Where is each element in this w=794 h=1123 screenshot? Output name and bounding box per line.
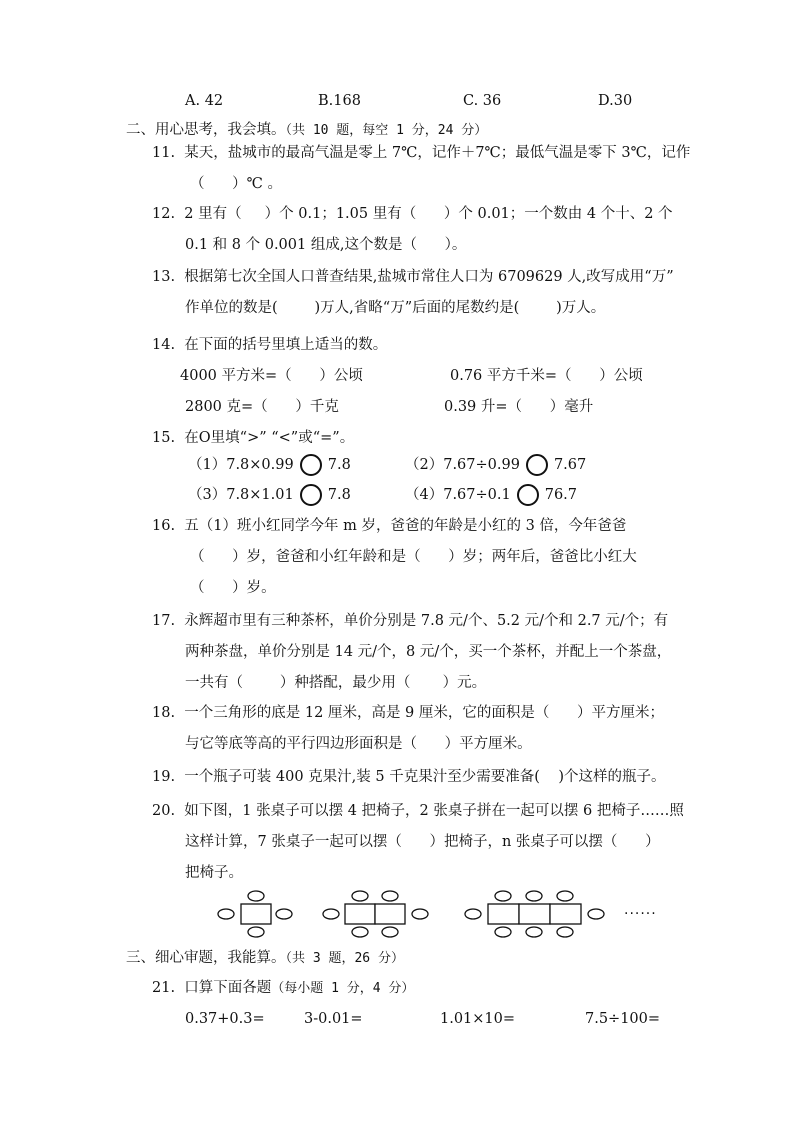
q15-b [405,453,586,477]
q17-line1: 17. 永辉超市里有三种茶杯，单价分别是 7.8 元/个、5.2 元/个和 2.7 元/个；有 [152,613,669,629]
q21-title: 21. 口算下面各题 [152,980,272,996]
q14-d: 0.39 升=（ ）毫升 [444,399,594,415]
option-d: D.30 [598,93,633,109]
section-3-note: （共 3 题，26 分） [285,951,404,966]
compare-circle[interactable] [526,454,548,476]
q12-line2: 0.1 和 8 个 0.001 组成,这个数是（ ）。 [185,237,467,253]
q16-line3: （ ）岁。 [190,580,276,596]
two-tables-figure [323,891,428,937]
compare-circle[interactable] [300,454,322,476]
q12-line1: 12. 2 里有（ ）个 0.1；1.05 里有（ ）个 0.01；一个数由 4 个十、2 个 [152,206,673,222]
q21-line1 [152,978,414,999]
q20-line2: 这样计算，7 张桌子一起可以摆（ ）把椅子，n 张桌子可以摆（ ） [185,834,660,850]
q16-line2: （ ）岁，爸爸和小红年龄和是（ ）岁；两年后，爸爸比小红大 [190,549,637,565]
q19-line1: 19. 一个瓶子可装 400 克果汁,装 5 千克果汁至少需要准备( )个这样的瓶子。 [152,769,666,785]
section-3-title: 三、细心审题，我能算。 [126,950,286,966]
option-a: A. 42 [185,93,224,109]
q17-line3: 一共有（ ）种搭配，最少用（ ）元。 [185,675,487,691]
q15-d-left: （4）7.67÷0.1 [405,487,511,503]
three-tables-figure [465,891,604,937]
q14-a: 4000 平方米=（ ）公顷 [180,368,363,384]
q18-line2: 与它等底等高的平行四边形面积是（ ）平方厘米。 [185,736,532,752]
q14-line1: 14. 在下面的括号里填上适当的数。 [152,337,388,353]
option-b: B.168 [318,93,361,109]
section-3-heading [126,948,404,969]
q20-line3: 把椅子。 [185,865,243,881]
section-2-title: 二、用心思考，我会填。 [126,122,286,138]
q15-a-left: （1）7.8×0.99 [188,457,294,473]
one-table-figure [218,891,292,937]
q21-note: （每小题 1 分，4 分） [271,981,415,996]
q15-a [188,453,351,477]
compare-circle[interactable] [300,484,322,506]
section-2-note: （共 10 题，每空 1 分，24 分） [285,123,488,138]
q17-line2: 两种茶盘，单价分别是 14 元/个，8 元/个，买一个茶杯，并配上一个茶盘， [185,644,672,660]
q21-a: 0.37+0.3= [185,1011,265,1027]
q15-c-right: 7.8 [327,487,351,503]
q15-c-left: （3）7.8×1.01 [188,487,294,503]
q13-line2: 作单位的数是( )万人,省略“万”后面的尾数约是( )万人。 [185,300,606,316]
option-c: C. 36 [463,93,502,109]
q15-b-left: （2）7.67÷0.99 [405,457,520,473]
q15-d [405,483,577,507]
q18-line1: 18. 一个三角形的底是 12 厘米，高是 9 厘米，它的面积是（ ）平方厘米； [152,705,665,721]
q21-c: 1.01×10= [440,1011,516,1027]
q14-c: 2800 克=（ ）千克 [185,399,339,415]
q21-d: 7.5÷100= [585,1011,661,1027]
q11-line1: 11. 某天，盐城市的最高气温是零上 7℃，记作＋7℃；最低气温是零下 3℃，记作 [152,145,691,161]
q15-line1: 15. 在O里填“>” “<”或“=”。 [152,430,355,446]
q20-line1: 20. 如下图，1 张桌子可以摆 4 把椅子，2 张桌子拼在一起可以摆 6 把椅子……照 [152,803,684,819]
q15-a-right: 7.8 [327,457,351,473]
q15-b-right: 7.67 [553,457,587,473]
compare-circle[interactable] [517,484,539,506]
q15-d-right: 76.7 [544,487,578,503]
q16-line1: 16. 五（1）班小红同学今年 m 岁，爸爸的年龄是小红的 3 倍，今年爸爸 [152,518,627,534]
q21-b: 3-0.01= [304,1011,363,1027]
q15-c [188,483,351,507]
q14-b: 0.76 平方千米=（ ）公顷 [450,368,643,384]
tables-chairs-figure [0,880,794,950]
figure-ellipsis: ······ [624,906,657,922]
section-2-heading [126,120,487,141]
q13-line1: 13. 根据第七次全国人口普查结果,盐城市常住人口为 6709629 人,改写成用“万” [152,269,674,285]
q11-line2: （ ）℃ 。 [190,176,282,192]
